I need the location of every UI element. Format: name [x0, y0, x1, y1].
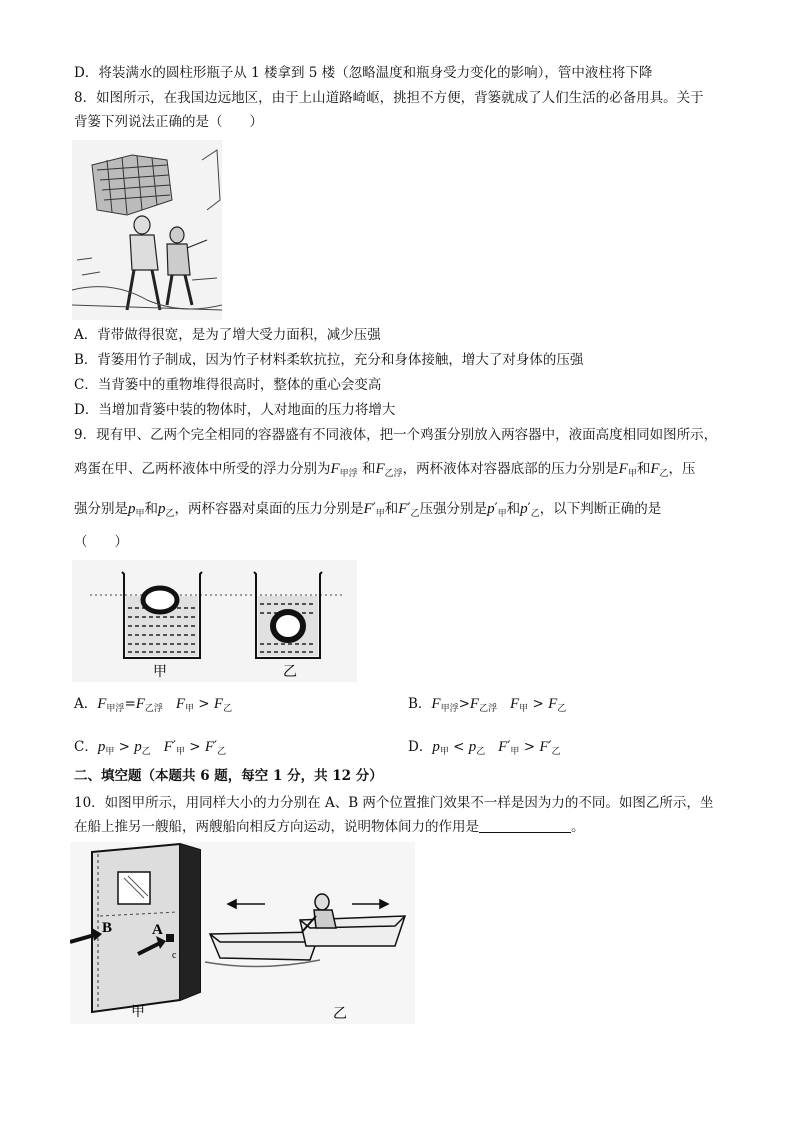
label-yi: 乙	[333, 1006, 347, 1022]
label-jia: 甲	[153, 664, 167, 680]
basket-carrier-illustration	[72, 140, 222, 320]
q8-option-b: B．背篓用竹子制成，因为竹子材料柔软抗拉，充分和身体接触，增大了对身体的压强	[74, 352, 584, 368]
q9-stem-line3: 强分别是$p_甲$和$p_乙$，两杯容器对桌面的压力分别是$F'_甲$和$F'_乙$压强分别是$p'_甲$和$p'_乙$，以下判断正确的是	[74, 501, 662, 519]
label-jia: 甲	[131, 1004, 145, 1020]
q8-option-a: A．背带做得很宽，是为了增大受力面积，减少压强	[74, 327, 381, 343]
q9-option-d: D．$p_甲 < p_乙$ $F'_甲 > F'_乙$	[408, 739, 561, 757]
label-b: B	[102, 920, 113, 936]
section2-title: 二、填空题（本题共 6 题，每空 1 分，共 12 分）	[74, 768, 383, 784]
q10-door-boat-figure	[70, 842, 415, 1024]
q9-stem-line2: 鸡蛋在甲、乙两杯液体中所受的浮力分别为$F_{甲浮}$ 和$F_{乙浮}$，两杯液体对容器底部的压力分别是$F_甲$和$F_乙$，压	[74, 461, 696, 479]
q9-option-a: A．$F_{甲浮}=F_{乙浮}$ $F_甲 > F_乙$	[74, 696, 233, 714]
q9-option-c: C．$p_甲 > p_乙$ $F'_甲 > F'_乙$	[74, 739, 227, 757]
q9-option-b: B．$F_{甲浮}>F_{乙浮}$ $F_甲 > F_乙$	[408, 696, 567, 714]
q9-stem-line1: 9．现有甲、乙两个完全相同的容器盛有不同液体，把一个鸡蛋分别放入两容器中，液面高度相同如图所示，	[74, 427, 718, 443]
label-c: c	[172, 950, 177, 961]
egg-jia	[143, 588, 177, 612]
q10-stem-line2: 在船上推另一艘船，两艘船向相反方向运动，说明物体间力的作用是 。	[74, 819, 585, 835]
label-yi: 乙	[283, 664, 297, 680]
q8-option-c: C．当背篓中的重物堆得很高时，整体的重心会变高	[74, 377, 382, 393]
q9-stem-line4: （ ）	[74, 534, 128, 550]
q9-beakers-figure	[72, 560, 357, 682]
q7-option-d: D．将装满水的圆柱形瓶子从 1 楼拿到 5 楼（忽略温度和瓶身受力变化的影响），管中液柱将下降	[74, 65, 653, 81]
q8-stem-line2: 背篓下列说法正确的是（ ）	[74, 114, 263, 130]
label-a: A	[152, 922, 163, 938]
egg-yi	[273, 612, 303, 640]
q8-option-d: D．当增加背篓中装的物体时，人对地面的压力将增大	[74, 402, 396, 418]
q10-stem-line1: 10．如图甲所示，用同样大小的力分别在 A、B 两个位置推门效果不一样是因为力的不同。如图乙所示，坐	[74, 795, 714, 811]
answer-blank	[479, 818, 571, 833]
q8-stem-line1: 8．如图所示，在我国边远地区，由于上山道路崎岖，挑担不方便，背篓就成了人们生活的必备用具。关于	[74, 90, 704, 106]
